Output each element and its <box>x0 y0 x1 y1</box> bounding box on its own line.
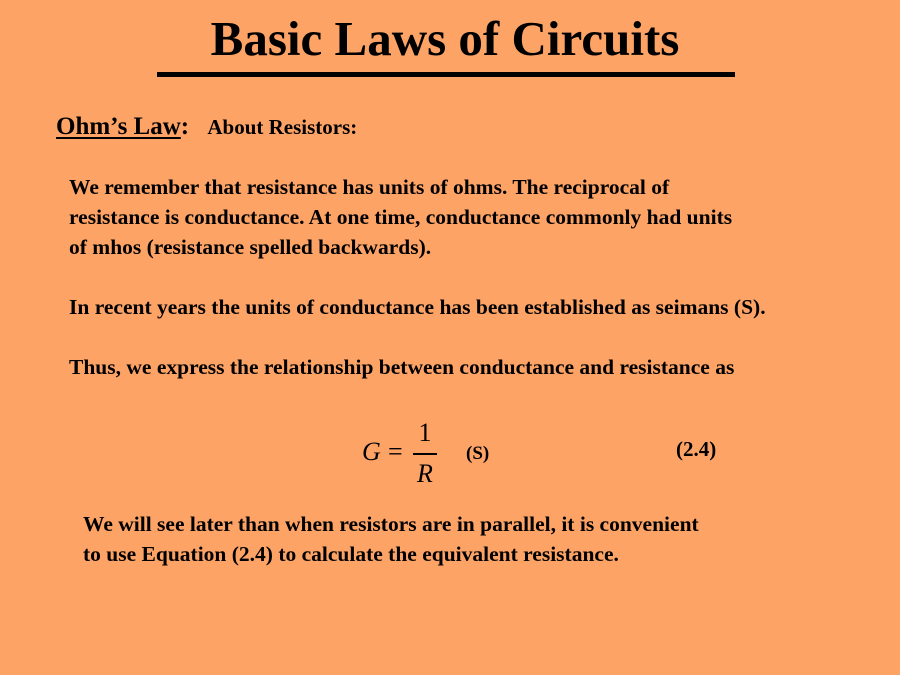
section-title: Ohm’s Law <box>56 113 181 140</box>
equation-numerator: 1 <box>418 418 432 447</box>
section-colon: : <box>180 113 190 140</box>
section-heading <box>56 111 357 143</box>
paragraph-line: to use Equation (2.4) to calculate the equivalent resistance. <box>83 542 619 566</box>
paragraph-relationship <box>69 352 734 382</box>
paragraph-line: Thus, we express the relationship between conductance and resistance as <box>69 355 735 379</box>
paragraph-line: We remember that resistance has units of ohms. The reciprocal of <box>69 175 670 199</box>
equation-number: (2.4) <box>676 437 717 461</box>
paragraph-resistance-units <box>69 172 732 262</box>
fraction-bar <box>413 453 437 455</box>
section-subtitle: About Resistors: <box>207 115 358 139</box>
equation-fraction <box>410 419 440 489</box>
slide-title: Basic Laws of Circuits <box>210 11 680 66</box>
paragraph-line: In recent years the units of conductance has been established as seimans (S). <box>69 295 766 319</box>
paragraph-conductance-units <box>69 292 766 322</box>
equation-lhs: G <box>362 437 381 466</box>
equation-denominator: R <box>417 459 433 488</box>
paragraph-line: We will see later than when resistors are in parallel, it is convenient <box>83 512 699 536</box>
paragraph-line: resistance is conductance. At one time, conductance commonly had units <box>69 205 733 229</box>
equation-equals-sign: = <box>388 437 403 466</box>
paragraph-line: of mhos (resistance spelled backwards). <box>69 235 432 259</box>
equation-unit: (S) <box>466 443 490 464</box>
title-underline <box>157 72 735 77</box>
paragraph-parallel-resistors <box>83 509 699 569</box>
